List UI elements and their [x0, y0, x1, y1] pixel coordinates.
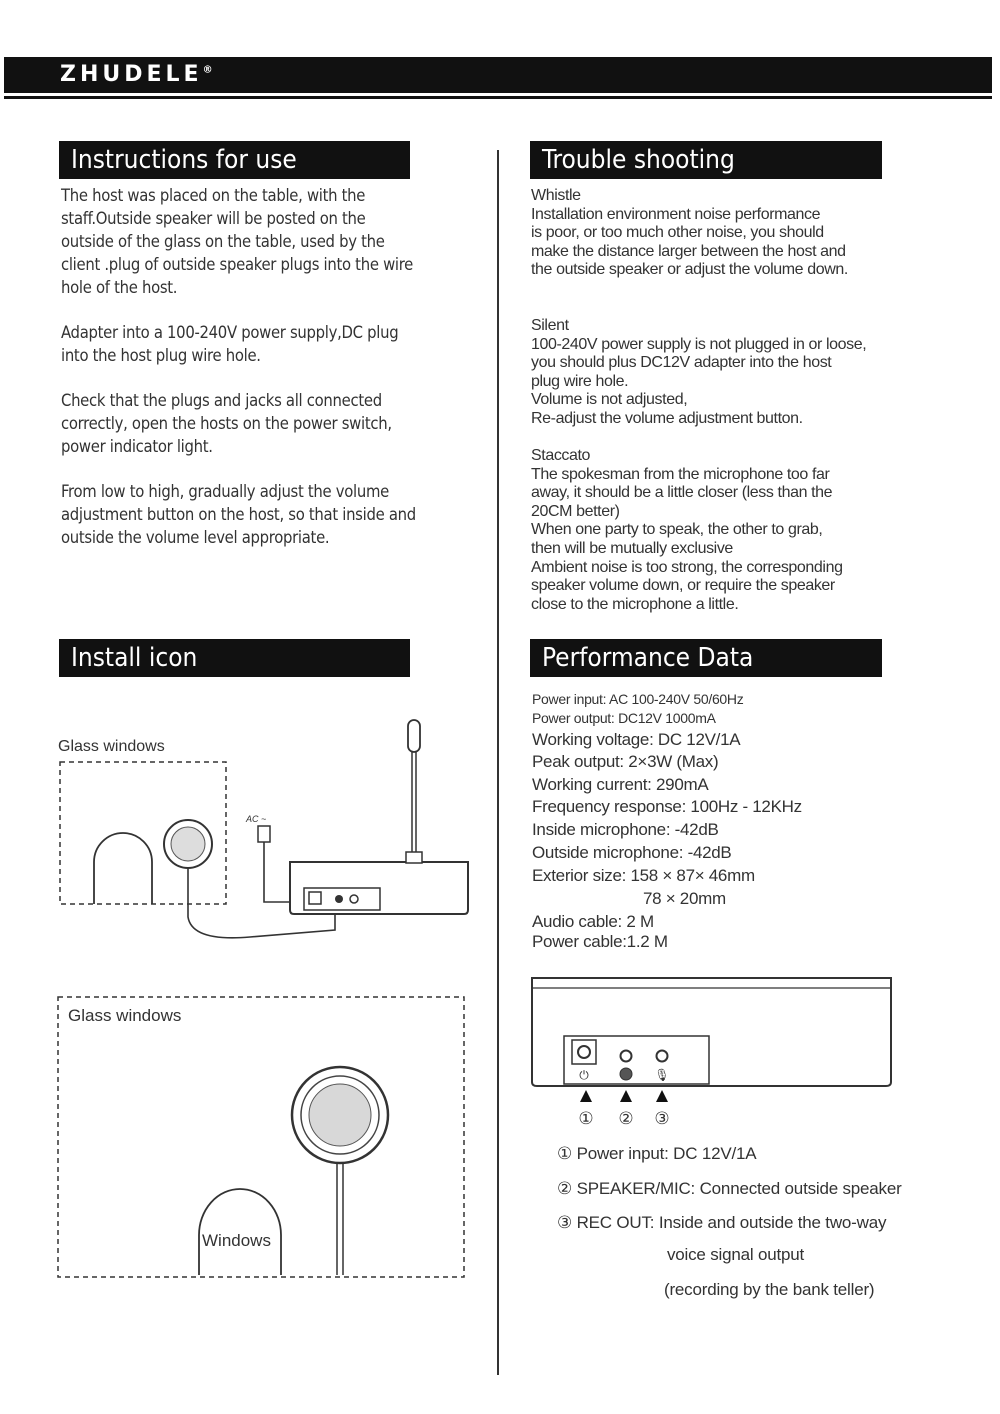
power-port — [309, 892, 321, 904]
port-legend-2: ② SPEAKER/MIC: Connected outside speaker — [557, 1179, 902, 1198]
ac-label: AC ~ — [246, 814, 267, 824]
power-symbol-icon: ⏻ — [579, 1068, 589, 1082]
port-legend-1: ① Power input: DC 12V/1A — [557, 1144, 757, 1163]
whistle-heading: Whistle — [531, 187, 581, 204]
performance-title: Performance Data — [530, 639, 882, 677]
port-legend-3-note: (recording by the bank teller) — [664, 1280, 875, 1299]
install-title: Install icon — [59, 639, 410, 677]
trouble-whistle — [531, 187, 921, 280]
silent-line: you should plus DC12V adapter into the host — [531, 354, 832, 372]
staccato-line: When one party to speak, the other to grab, — [531, 521, 823, 539]
staccato-line: Ambient noise is too strong, the corresponding — [531, 558, 843, 576]
whistle-line: the outside speaker or adjust the volume down. — [531, 261, 848, 279]
staccato-heading: Staccato — [531, 447, 591, 464]
staccato-line: then will be mutually exclusive — [531, 539, 733, 557]
brand-logo — [60, 62, 213, 87]
port-number-1: ① — [578, 1109, 594, 1129]
silent-line: Re-adjust the volume adjustment button. — [531, 409, 803, 427]
glass-windows-label-1: Glass windows — [58, 738, 165, 755]
power-output-spec: Power output: DC12V 1000mA — [532, 710, 716, 726]
rear-panel-diagram — [528, 972, 898, 1132]
speaker-grille-large — [309, 1084, 371, 1146]
port-legend-3: ③ REC OUT: Inside and outside the two-way — [557, 1213, 887, 1232]
whistle-line: Installation environment noise performance — [531, 205, 821, 223]
staccato-line: speaker volume down, or require the speaker — [531, 577, 835, 595]
whistle-line: is poor, or too much other noise, you should — [531, 224, 824, 242]
windows-label: Windows — [202, 1231, 271, 1250]
frequency-spec: Frequency response: 100Hz - 12KHz — [532, 797, 802, 816]
trademark-symbol: ® — [202, 64, 213, 76]
instructions-paragraph-2: Adapter into a 100-240V power supply,DC plug into the host plug wire hole. — [61, 323, 399, 365]
power-cable-spec: Power cable:1.2 M — [532, 932, 668, 951]
trouble-staccato — [531, 447, 921, 614]
instructions-title: Instructions for use — [59, 141, 410, 179]
speaker-port — [335, 895, 343, 903]
rec-out-jack — [657, 1051, 668, 1062]
microphone-head — [408, 720, 420, 752]
window-arch-small — [94, 833, 152, 904]
speaker-mic-jack — [621, 1051, 632, 1062]
speaker-symbol-icon — [620, 1068, 632, 1080]
trouble-silent — [531, 317, 921, 429]
mic-base — [406, 852, 422, 863]
working-current-spec: Working current: 290mA — [532, 775, 709, 794]
inside-mic-spec: Inside microphone: -42dB — [532, 820, 719, 839]
install-diagram — [50, 712, 490, 952]
column-divider — [497, 150, 499, 1375]
instructions-paragraph-4: From low to high, gradually adjust the volume adjustment button on the host, so that inside and outside the volume level appropriate. — [61, 482, 416, 547]
dc-jack-hole — [578, 1046, 590, 1058]
silent-line: Volume is not adjusted, — [531, 391, 688, 409]
gooseneck — [412, 752, 416, 852]
silent-line: plug wire hole. — [531, 372, 629, 390]
working-voltage-spec: Working voltage: DC 12V/1A — [532, 730, 741, 749]
arrow-up-icon — [656, 1090, 668, 1102]
speaker-grille-small — [171, 827, 205, 861]
exterior-size-spec-2: 78 × 20mm — [643, 889, 726, 908]
silent-line: 100-240V power supply is not plugged in or loose, — [531, 335, 867, 353]
arrow-up-icon — [580, 1090, 592, 1102]
arrow-up-icon — [620, 1090, 632, 1102]
staccato-line: close to the microphone a little. — [531, 595, 739, 613]
staccato-line: The spokesman from the microphone too far — [531, 465, 830, 483]
power-input-spec: Power input: AC 100-240V 50/60Hz — [532, 691, 744, 707]
silent-heading: Silent — [531, 317, 569, 334]
instructions-paragraph-3: Check that the plugs and jacks all connected correctly, open the hosts on the power switch, power indicator light. — [61, 391, 392, 456]
rec-port — [350, 895, 358, 903]
staccato-line: 20CM better) — [531, 502, 620, 520]
whistle-line: make the distance larger between the host and — [531, 242, 846, 260]
header-underline — [4, 96, 992, 99]
ac-adapter — [258, 826, 270, 842]
outside-mic-spec: Outside microphone: -42dB — [532, 843, 732, 862]
trouble-title: Trouble shooting — [530, 141, 882, 179]
glass-windows-label-2: Glass windows — [68, 1006, 182, 1025]
staccato-line: away, it should be a little closer (less than the — [531, 484, 833, 502]
port-number-2: ② — [618, 1109, 634, 1129]
audio-cable-spec: Audio cable: 2 M — [532, 912, 654, 931]
brand-name: ZHUDELE — [60, 62, 203, 87]
microphone-symbol-icon: 🎙 — [654, 1068, 670, 1082]
instructions-paragraph-1: The host was placed on the table, with the staff.Outside speaker will be posted on the outside of the glass on the table, used by the client .plug of outside speaker plugs into the wire hole of the host. — [61, 186, 414, 297]
port-legend-3-continued: voice signal output — [667, 1245, 805, 1264]
port-number-3: ③ — [654, 1109, 670, 1129]
speaker-stand — [337, 1163, 343, 1275]
peak-output-spec: Peak output: 2×3W (Max) — [532, 752, 719, 771]
exterior-size-spec: Exterior size: 158 × 87× 46mm — [532, 866, 755, 885]
